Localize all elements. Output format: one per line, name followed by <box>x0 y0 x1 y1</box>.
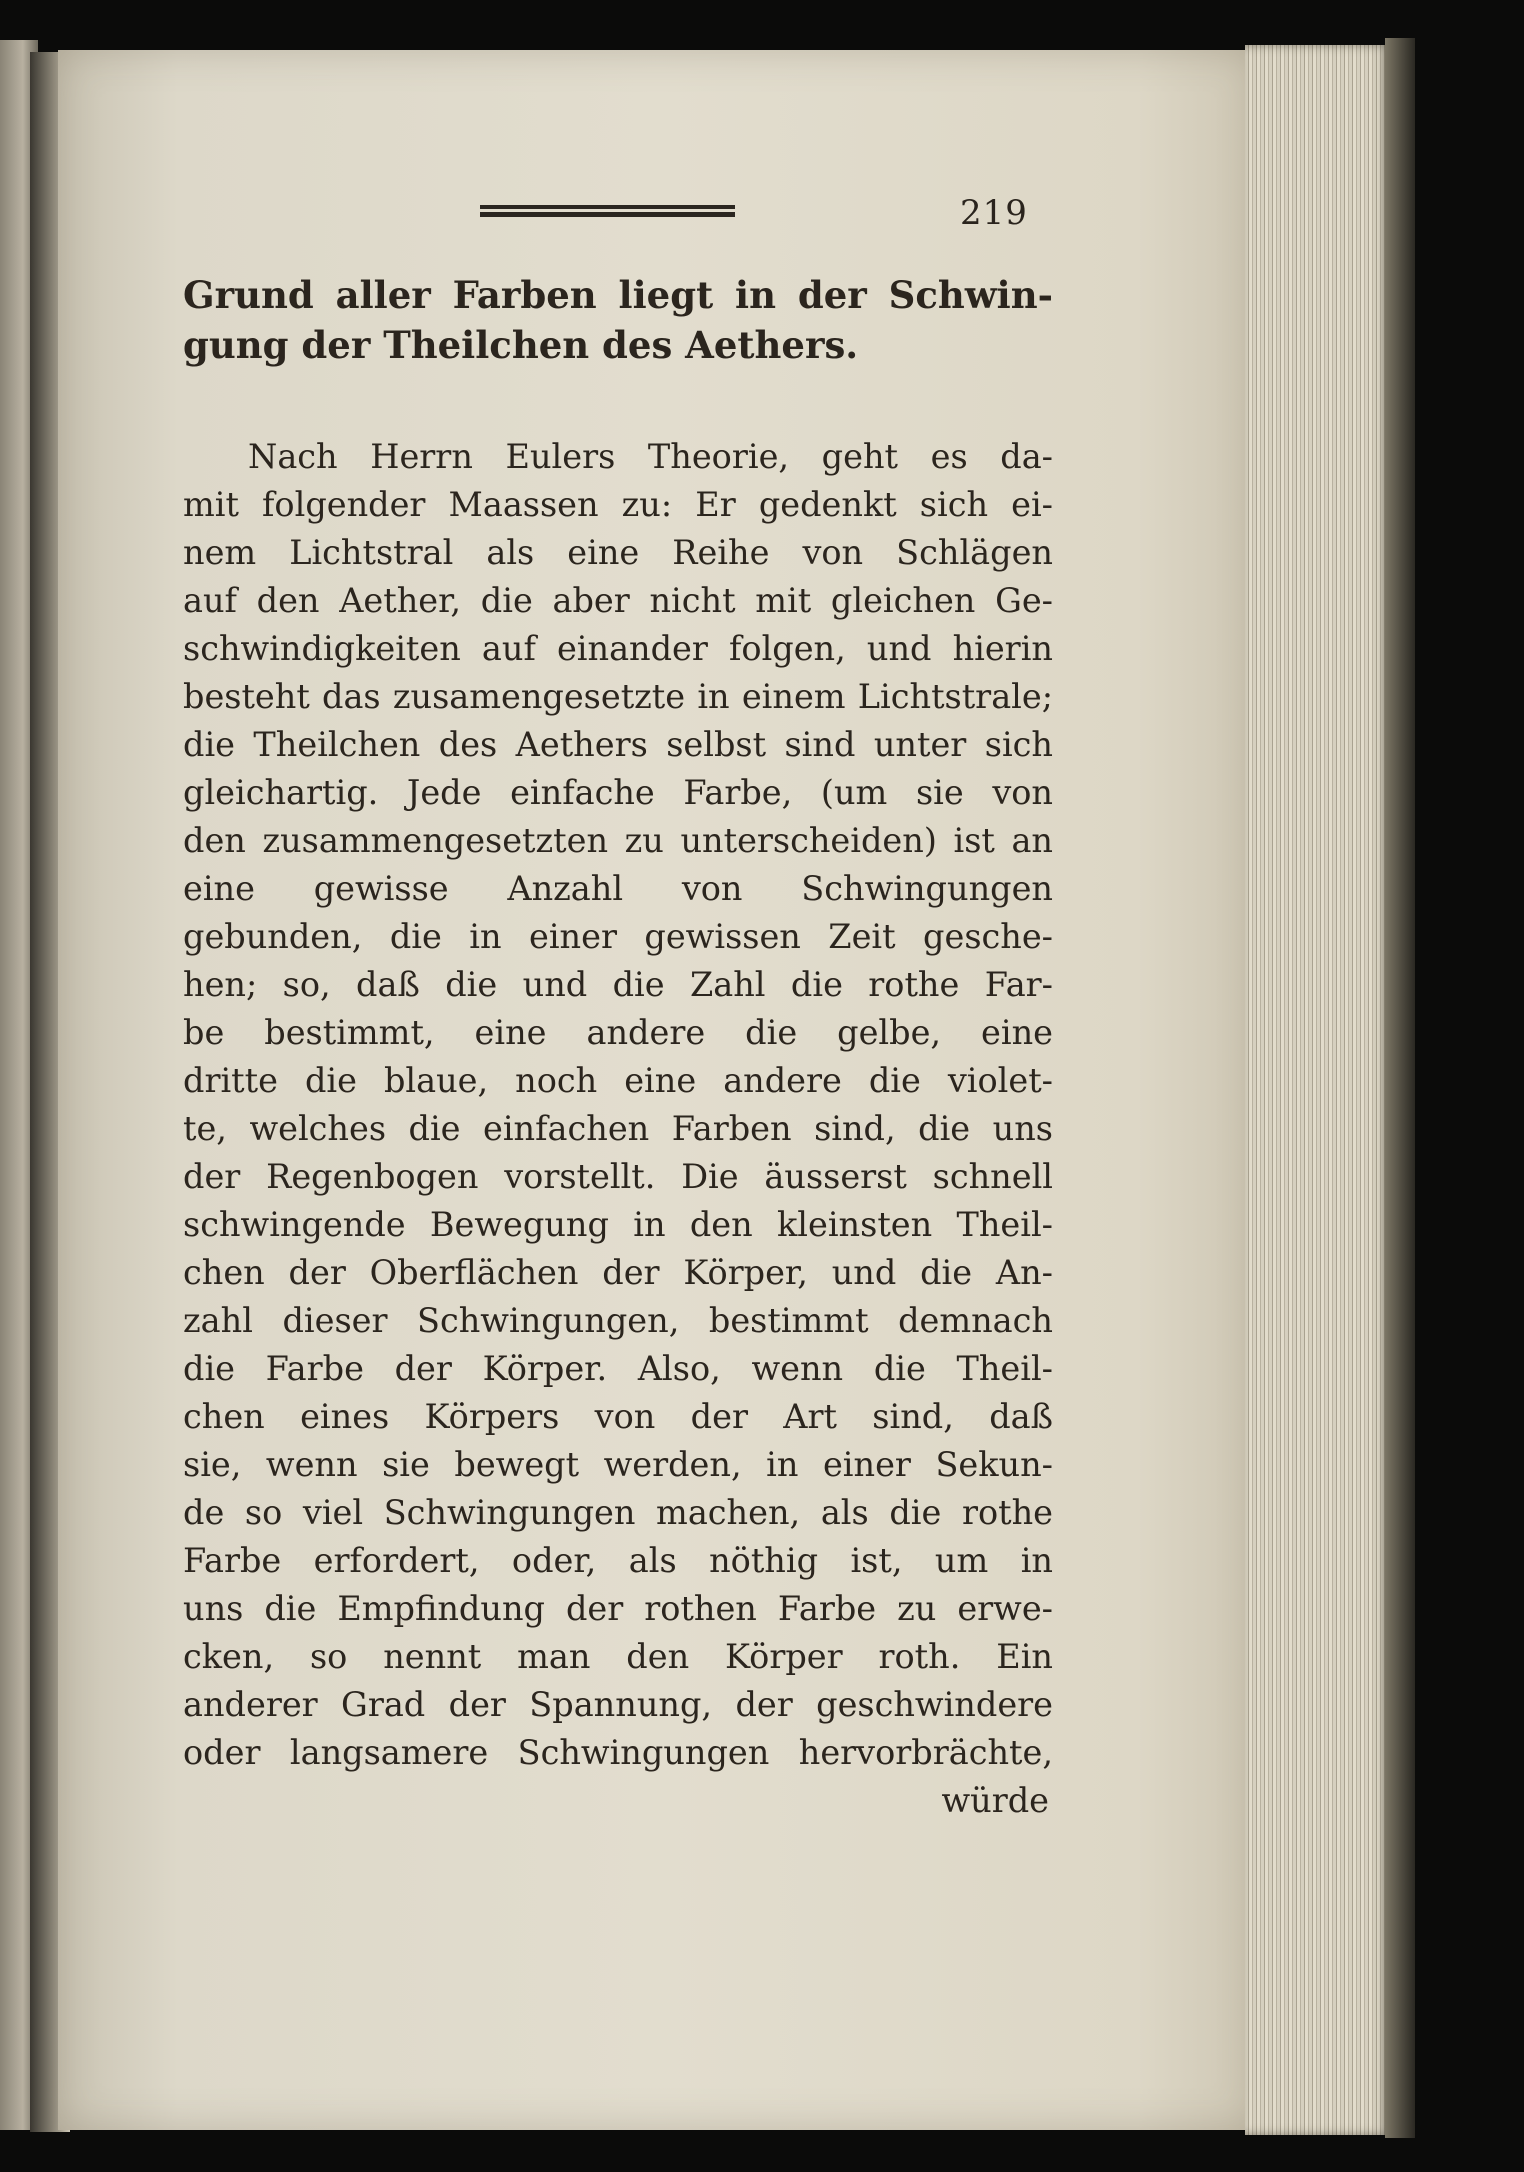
body-line: gleichartig. Jede einfache Farbe, (um sie von <box>183 773 1053 812</box>
body-line: eine gewisse Anzahl von Schwingungen <box>183 869 1053 908</box>
body-line: schwingende Bewegung in den kleinsten Theil- <box>183 1205 1053 1244</box>
body-line: chen eines Körpers von der Art sind, daß <box>183 1397 1053 1436</box>
body-line: dritte die blaue, noch eine andere die violet- <box>183 1061 1053 1100</box>
body-line: Farbe erfordert, oder, als nöthig ist, um in <box>183 1541 1053 1580</box>
body-line: die Theilchen des Aethers selbst sind unter sich <box>183 725 1053 764</box>
page-edge-shadow <box>1385 38 1415 2138</box>
header-ornament-rule <box>480 205 735 218</box>
body-line: chen der Oberflächen der Körper, und die An- <box>183 1253 1053 1292</box>
body-line: hen; so, daß die und die Zahl die rothe Far- <box>183 965 1053 1004</box>
body-line: te, welches die einfachen Farben sind, die uns <box>183 1109 1053 1148</box>
body-line: cken, so nennt man den Körper roth. Ein <box>183 1637 1053 1676</box>
body-line: de so viel Schwingungen machen, als die rothe <box>183 1493 1053 1532</box>
body-line: auf den Aether, die aber nicht mit gleichen Ge- <box>183 581 1053 620</box>
body-line: der Regenbogen vorstellt. Die äusserst schnell <box>183 1157 1053 1196</box>
header-rule-top <box>480 205 735 209</box>
body-line: Nach Herrn Eulers Theorie, geht es da- <box>248 437 1053 476</box>
body-line: uns die Empfindung der rothen Farbe zu erwe- <box>183 1589 1053 1628</box>
heading-line: gung der Theilchen des Aethers. <box>183 323 859 367</box>
catchword: würde <box>941 1781 1049 1820</box>
body-line: schwindigkeiten auf einander folgen, und hierin <box>183 629 1053 668</box>
body-line: zahl dieser Schwingungen, bestimmt demnach <box>183 1301 1053 1340</box>
body-line: die Farbe der Körper. Also, wenn die Theil- <box>183 1349 1053 1388</box>
paragraph-gap <box>183 370 1053 433</box>
body-line: nem Lichtstral als eine Reihe von Schlägen <box>183 533 1053 572</box>
body-line: oder langsamere Schwingungen hervorbrächte, <box>183 1733 1053 1772</box>
header-rule-bottom <box>480 212 735 217</box>
body-line: den zusammengesetzten zu unterscheiden) ist an <box>183 821 1053 860</box>
body-line: sie, wenn sie bewegt werden, in einer Sekun- <box>183 1445 1053 1484</box>
body-line: anderer Grad der Spannung, der geschwindere <box>183 1685 1053 1724</box>
page-number: 219 <box>960 193 1028 233</box>
heading-line: Grund aller Farben liegt in der Schwin- <box>183 273 1053 317</box>
page-block-edges <box>1245 45 1390 2135</box>
body-line: besteht das zusamengesetzte in einem Lichtstrale; <box>183 677 1053 716</box>
text-block <box>183 270 1053 1825</box>
body-line: mit folgender Maassen zu: Er gedenkt sich ei- <box>183 485 1053 524</box>
body-line: be bestimmt, eine andere die gelbe, eine <box>183 1013 1053 1052</box>
body-line: gebunden, die in einer gewissen Zeit gesche- <box>183 917 1053 956</box>
